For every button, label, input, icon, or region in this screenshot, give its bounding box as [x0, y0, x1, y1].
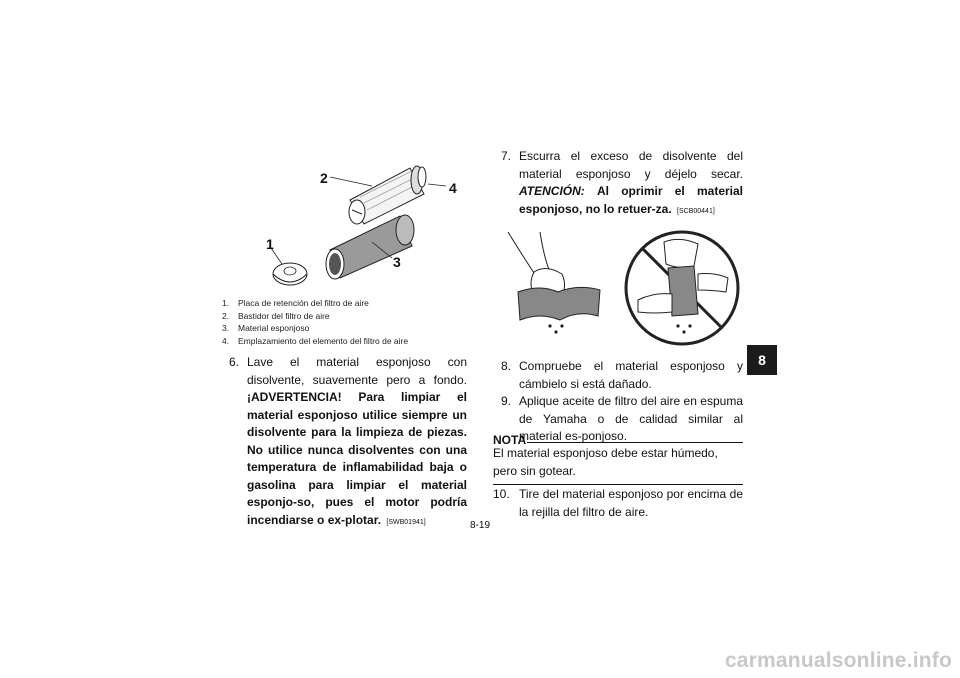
step-9-text: Aplique aceite de filtro del aire en espuma de Yamaha o de calidad similar al material es-ponjoso. [519, 394, 743, 443]
step-9: 9. Aplique aceite de filtro del aire en espuma de Yamaha o de calidad similar al material es-ponjoso. [501, 393, 743, 446]
air-filter-parts-figure [240, 150, 480, 310]
retention-plate-drawing [273, 263, 307, 285]
legend-item: 2. Bastidor del filtro de aire [222, 310, 330, 321]
step-8: 8. Compruebe el material esponjoso y cámbielo si está dañado. [501, 358, 743, 393]
correct-squeeze-drawing [508, 232, 600, 334]
step-7-code: [SCB00441] [677, 207, 715, 215]
squeeze-not-twist-drawing [504, 228, 752, 348]
legend-item: 4. Emplazamiento del elemento del filtro de aire [222, 335, 409, 346]
note-heading: NOTA [493, 433, 743, 447]
page-number: 8-19 [469, 520, 490, 531]
step-7-caution: Al oprimir el material esponjoso, no lo retuer-za. [519, 184, 743, 216]
prohibited-twist-drawing [626, 232, 738, 344]
step-7-caution-label: ATENCIÓN: [519, 184, 585, 198]
note-rule-bottom [493, 484, 743, 485]
step-10: 10. Tire del material esponjoso por encima de la rejilla del filtro de aire. [493, 486, 743, 521]
note-text: El material esponjoso debe estar húmedo, pero sin gotear. [493, 446, 718, 478]
squeeze-sponge-figure [504, 228, 752, 348]
chapter-tab: 8 [747, 345, 777, 375]
callout-4: 4 [449, 180, 457, 196]
air-filter-parts-drawing [240, 150, 480, 310]
note-rule-top [527, 442, 743, 443]
step-6-warning: ¡ADVERTENCIA! Para limpiar el material esponjoso utilice siempre un disolvente para la limpieza de piezas. No utilice nunca disolventes con una temperatura de inflamabilidad baja o gasolina para limpiar el material esponjo-so, pues el motor podría incendiarse o ex-plotar. [247, 390, 467, 527]
step-6-text: Lave el material esponjoso con disolvente, suavemente pero a fondo. [247, 355, 467, 387]
step-6-code: [SWB01941] [386, 518, 426, 526]
watermark-text: carmanualsonline.info [724, 649, 952, 672]
step-6: 6. Lave el material esponjoso con disolvente, suavemente pero a fondo. ¡ADVERTENCIA! Para limpiar el material esponjoso utilice siempre un disolvente para la limpieza de piezas. No utilice nunca disolventes con una temperatura de inflamabilidad baja o gasolina para limpiar el material esponjo-so, pues el motor podría incendiarse o ex-plotar. [SWB01941] [229, 355, 467, 527]
legend-item: 1. Placa de retención del filtro de aire [222, 298, 369, 308]
step-8-text: Compruebe el material esponjoso y cámbielo si está dañado. [519, 359, 743, 391]
step-7-text: Escurra el exceso de disolvente del material esponjoso y déjelo secar. [519, 149, 743, 181]
filter-frame-drawing [349, 166, 426, 224]
legend-item: 3. Material esponjoso [222, 323, 310, 334]
step-10-text: Tire del material esponjoso por encima de la rejilla del filtro de aire. [519, 487, 743, 519]
figure-legend [222, 297, 482, 347]
callout-3: 3 [393, 254, 401, 270]
callout-1: 1 [266, 236, 274, 252]
callout-2: 2 [320, 170, 328, 186]
step-7: 7. Escurra el exceso de disolvente del material esponjoso y déjelo secar. ATENCIÓN: Al oprimir el material esponjoso, no lo retuer-za. [SCB00441] [501, 149, 743, 216]
